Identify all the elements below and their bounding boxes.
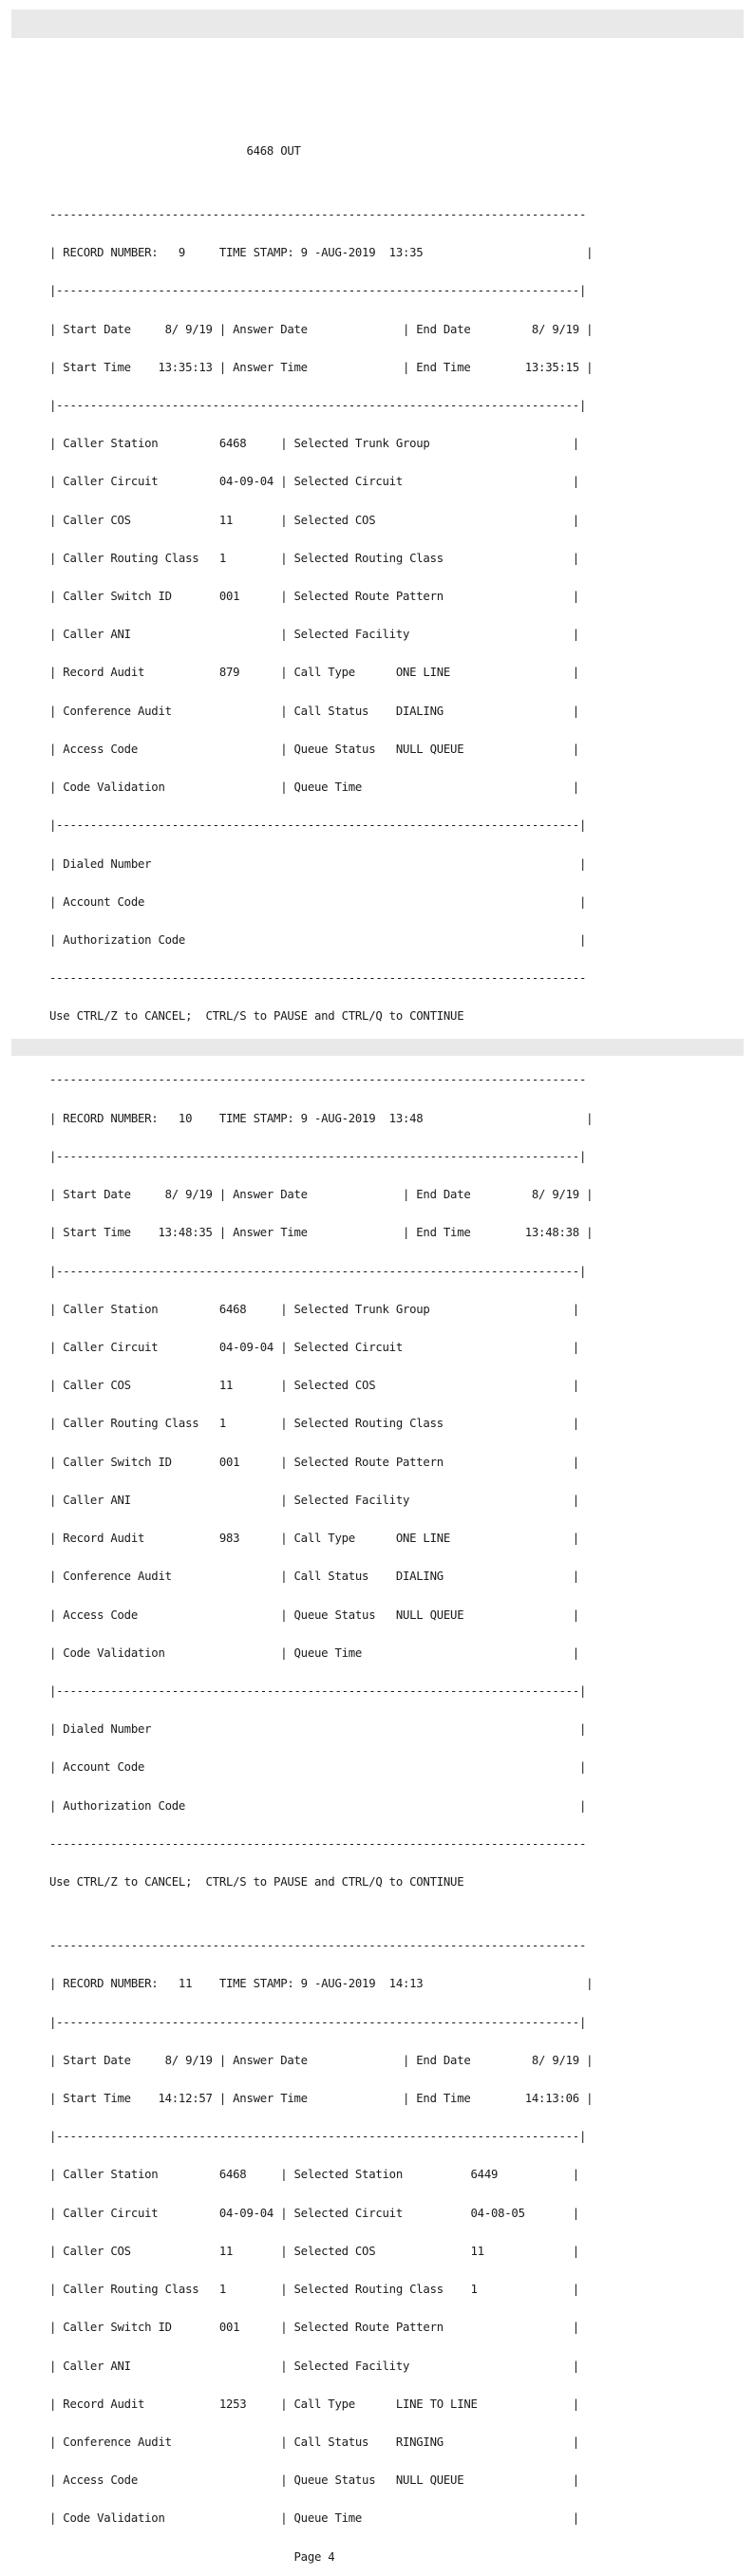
record-11-switch-id: | Caller Switch ID 001 | Selected Route Pattern | bbox=[49, 2321, 579, 2335]
record-9-divider: |-----------------------------------------------------------------------------| bbox=[49, 284, 587, 298]
page-header: 6468 OUT bbox=[49, 143, 301, 158]
record-9-divider: |-----------------------------------------------------------------------------| bbox=[49, 818, 587, 833]
record-10-conference-audit: | Conference Audit | Call Status DIALING | bbox=[49, 1570, 579, 1584]
record-11-record-audit: | Record Audit 1253 | Call Type LINE TO LINE | bbox=[49, 2397, 579, 2411]
record-9-start-time: | Start Time 13:35:13 | Answer Time | End Time 13:35:15 | bbox=[49, 360, 594, 374]
record-10-top-border: ------------------------------------------------------------------------------- bbox=[49, 1073, 587, 1087]
record-9-caller-ani: | Caller ANI | Selected Facility | bbox=[49, 628, 579, 642]
record-9-header: | RECORD NUMBER: 9 TIME STAMP: 9 -AUG-2019 13:35 | bbox=[49, 246, 594, 260]
record-11-routing-class: | Caller Routing Class 1 | Selected Routing Class 1 | bbox=[49, 2283, 579, 2297]
record-11-caller-station: | Caller Station 6468 | Selected Station 6449 | bbox=[49, 2168, 579, 2182]
record-10-start-date: | Start Date 8/ 9/19 | Answer Date | End Date 8/ 9/19 | bbox=[49, 1188, 594, 1202]
record-10-caller-ani: | Caller ANI | Selected Facility | bbox=[49, 1493, 579, 1507]
record-9-dialed-number: | Dialed Number | bbox=[49, 856, 587, 871]
control-hint: Use CTRL/Z to CANCEL; CTRL/S to PAUSE and CTRL/Q to CONTINUE bbox=[49, 1009, 464, 1024]
record-9-caller-cos: | Caller COS 11 | Selected COS | bbox=[49, 513, 579, 527]
record-11-start-date: | Start Date 8/ 9/19 | Answer Date | End Date 8/ 9/19 | bbox=[49, 2053, 594, 2067]
record-9-divider: |-----------------------------------------------------------------------------| bbox=[49, 398, 587, 412]
page-footer: Page 4 bbox=[49, 2549, 335, 2564]
record-10-start-time: | Start Time 13:48:35 | Answer Time | End Time 13:48:38 | bbox=[49, 1226, 594, 1240]
record-11-conference-audit: | Conference Audit | Call Status RINGING | bbox=[49, 2435, 579, 2449]
record-10-switch-id: | Caller Switch ID 001 | Selected Route Pattern | bbox=[49, 1455, 579, 1469]
record-11-access-code: | Access Code | Queue Status NULL QUEUE | bbox=[49, 2473, 579, 2488]
record-11-caller-ani: | Caller ANI | Selected Facility | bbox=[49, 2359, 579, 2373]
record-9-access-code: | Access Code | Queue Status NULL QUEUE | bbox=[49, 742, 579, 756]
record-9-code-validation: | Code Validation | Queue Time | bbox=[49, 780, 579, 795]
record-11-divider: |-----------------------------------------------------------------------------| bbox=[49, 2130, 587, 2144]
record-11-divider: |-----------------------------------------------------------------------------| bbox=[49, 2015, 587, 2029]
record-10-divider: |-----------------------------------------------------------------------------| bbox=[49, 1149, 587, 1163]
record-10-access-code: | Access Code | Queue Status NULL QUEUE | bbox=[49, 1608, 579, 1622]
control-hint: Use CTRL/Z to CANCEL; CTRL/S to PAUSE and CTRL/Q to CONTINUE bbox=[49, 1875, 464, 1890]
record-11-caller-cos: | Caller COS 11 | Selected COS 11 | bbox=[49, 2244, 579, 2258]
scan-margin-bottom bbox=[11, 1039, 744, 1056]
record-9-top-border: ------------------------------------------------------------------------------- bbox=[49, 207, 587, 221]
scan-margin-top bbox=[11, 9, 744, 38]
record-9-account-code: | Account Code | bbox=[49, 894, 587, 909]
record-10-caller-circuit: | Caller Circuit 04-09-04 | Selected Circuit | bbox=[49, 1341, 579, 1354]
printout-page bbox=[49, 120, 593, 2576]
record-10-divider: |-----------------------------------------------------------------------------| bbox=[49, 1264, 587, 1278]
record-10-code-validation: | Code Validation | Queue Time | bbox=[49, 1645, 579, 1660]
record-11-top-border: ------------------------------------------------------------------------------- bbox=[49, 1939, 587, 1953]
record-10-record-audit: | Record Audit 983 | Call Type ONE LINE | bbox=[49, 1532, 579, 1546]
record-9-conference-audit: | Conference Audit | Call Status DIALING | bbox=[49, 704, 579, 718]
record-11-start-time: | Start Time 14:12:57 | Answer Time | End Time 14:13:06 | bbox=[49, 2091, 594, 2105]
record-11-header: | RECORD NUMBER: 11 TIME STAMP: 9 -AUG-2019 14:13 | bbox=[49, 1977, 594, 1991]
record-9-caller-circuit: | Caller Circuit 04-09-04 | Selected Circuit | bbox=[49, 475, 579, 489]
record-10-dialed-number: | Dialed Number | bbox=[49, 1722, 587, 1737]
record-9-record-audit: | Record Audit 879 | Call Type ONE LINE | bbox=[49, 666, 579, 680]
record-9-routing-class: | Caller Routing Class 1 | Selected Routing Class | bbox=[49, 551, 579, 565]
record-9-start-date: | Start Date 8/ 9/19 | Answer Date | End Date 8/ 9/19 | bbox=[49, 322, 594, 336]
record-10-authorization-code: | Authorization Code | bbox=[49, 1798, 587, 1813]
record-10-routing-class: | Caller Routing Class 1 | Selected Routing Class | bbox=[49, 1417, 579, 1431]
record-9-caller-station: | Caller Station 6468 | Selected Trunk Group | bbox=[49, 437, 579, 451]
record-9-bottom-border: ------------------------------------------------------------------------------- bbox=[49, 971, 587, 986]
record-11-caller-circuit: | Caller Circuit 04-09-04 | Selected Circuit 04-08-05 | bbox=[49, 2206, 579, 2220]
record-10-account-code: | Account Code | bbox=[49, 1760, 587, 1775]
record-11-code-validation: | Code Validation | Queue Time | bbox=[49, 2511, 579, 2526]
record-10-bottom-border: ------------------------------------------------------------------------------- bbox=[49, 1836, 587, 1851]
record-9-authorization-code: | Authorization Code | bbox=[49, 933, 587, 947]
record-10-caller-cos: | Caller COS 11 | Selected COS | bbox=[49, 1379, 579, 1393]
record-10-header: | RECORD NUMBER: 10 TIME STAMP: 9 -AUG-2019 13:48 | bbox=[49, 1111, 594, 1125]
record-10-caller-station: | Caller Station 6468 | Selected Trunk Group | bbox=[49, 1302, 579, 1316]
record-10-divider: |-----------------------------------------------------------------------------| bbox=[49, 1683, 587, 1698]
record-9-switch-id: | Caller Switch ID 001 | Selected Route Pattern | bbox=[49, 590, 579, 604]
